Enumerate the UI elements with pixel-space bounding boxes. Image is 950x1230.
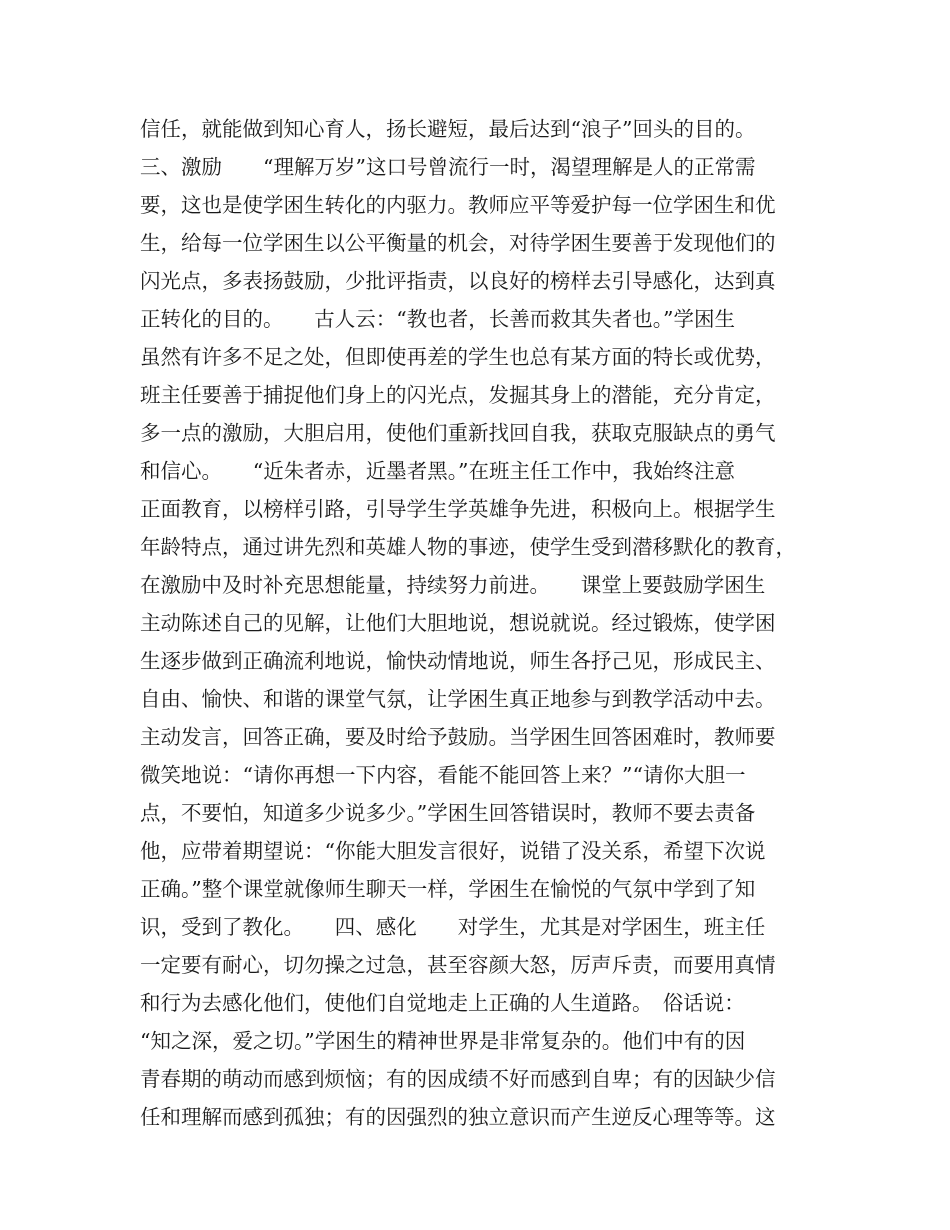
text-line-9: 多一点的激励，大胆启用，使他们重新找回自我，获取克服缺点的勇气 (140, 421, 776, 445)
text-line-4: 生，给每一位学困生以公平衡量的机会，对待学困生要善于发现他们的 (140, 231, 776, 255)
text-line-14: 主动陈述自己的见解，让他们大胆地说，想说就说。经过锻炼，使学困 (140, 611, 776, 635)
text-line-15: 生逐步做到正确流利地说，愉快动情地说，师生各抒己见，形成民主、 (140, 649, 776, 673)
text-line-12: 年龄特点，通过讲先烈和英雄人物的事迹，使学生受到潜移默化的教育， (140, 535, 796, 559)
text-line-25: “知之深，爱之切。”学困生的精神世界是非常复杂的。他们中有的因 (140, 1029, 746, 1053)
text-line-19: 点，不要怕，知道多少说多少。”学困生回答错误时，教师不要去责备 (140, 801, 756, 825)
text-line-21: 正确。”整个课堂就像师生聊天一样，学困生在愉悦的气氛中学到了知 (140, 877, 756, 901)
text-line-8: 班主任要善于捕捉他们身上的闪光点，发掘其身上的潜能，充分肯定， (140, 383, 776, 407)
text-line-24: 和行为去感化他们，使他们自觉地走上正确的人生道路。 俗话说： (140, 991, 745, 1015)
body-text (140, 110, 820, 1136)
text-line-16: 自由、愉快、和谐的课堂气氛，让学困生真正地参与到教学活动中去。 (140, 687, 776, 711)
text-line-23: 一定要有耐心，切勿操之过急，甚至容颜大怒，厉声斥责，而要用真情 (140, 953, 776, 977)
text-line-26: 青春期的萌动而感到烦恼；有的因成绩不好而感到自卑；有的因缺少信 (140, 1067, 776, 1091)
text-line-10: 和信心。 “近朱者赤，近墨者黑。”在班主任工作中，我始终注意 (140, 459, 735, 483)
text-line-20: 他，应带着期望说：“你能大胆发言很好，说错了没关系，希望下次说 (140, 839, 766, 863)
text-line-22: 识，受到了教化。 四、感化 对学生，尤其是对学困生，班主任 (140, 915, 766, 939)
text-line-27: 任和理解而感到孤独；有的因强烈的独立意识而产生逆反心理等等。这 (140, 1105, 776, 1129)
text-line-18: 微笑地说：“请你再想一下内容，看能不能回答上来？”“请你大胆一 (140, 763, 746, 787)
text-line-7: 虽然有许多不足之处，但即使再差的学生也总有某方面的特长或优势， (140, 345, 776, 369)
text-line-5: 闪光点，多表扬鼓励，少批评指责，以良好的榜样去引导感化，达到真 (140, 269, 776, 293)
text-line-11: 正面教育，以榜样引路，引导学生学英雄争先进，积极向上。根据学生 (140, 497, 776, 521)
text-line-17: 主动发言，回答正确，要及时给予鼓励。当学困生回答困难时，教师要 (140, 725, 776, 749)
text-line-6: 正转化的目的。 古人云：“教也者，长善而救其失者也。”学困生 (140, 307, 735, 331)
text-line-3: 要，这也是使学困生转化的内驱力。教师应平等爱护每一位学困生和优 (140, 193, 776, 217)
text-line-1: 信任，就能做到知心育人，扬长避短，最后达到“浪子”回头的目的。 (140, 117, 756, 141)
text-line-2: 三、激励 “理解万岁”这口号曾流行一时，渴望理解是人的正常需 (140, 155, 756, 179)
text-line-13: 在激励中及时补充思想能量，持续努力前进。 课堂上要鼓励学困生 (140, 573, 766, 597)
